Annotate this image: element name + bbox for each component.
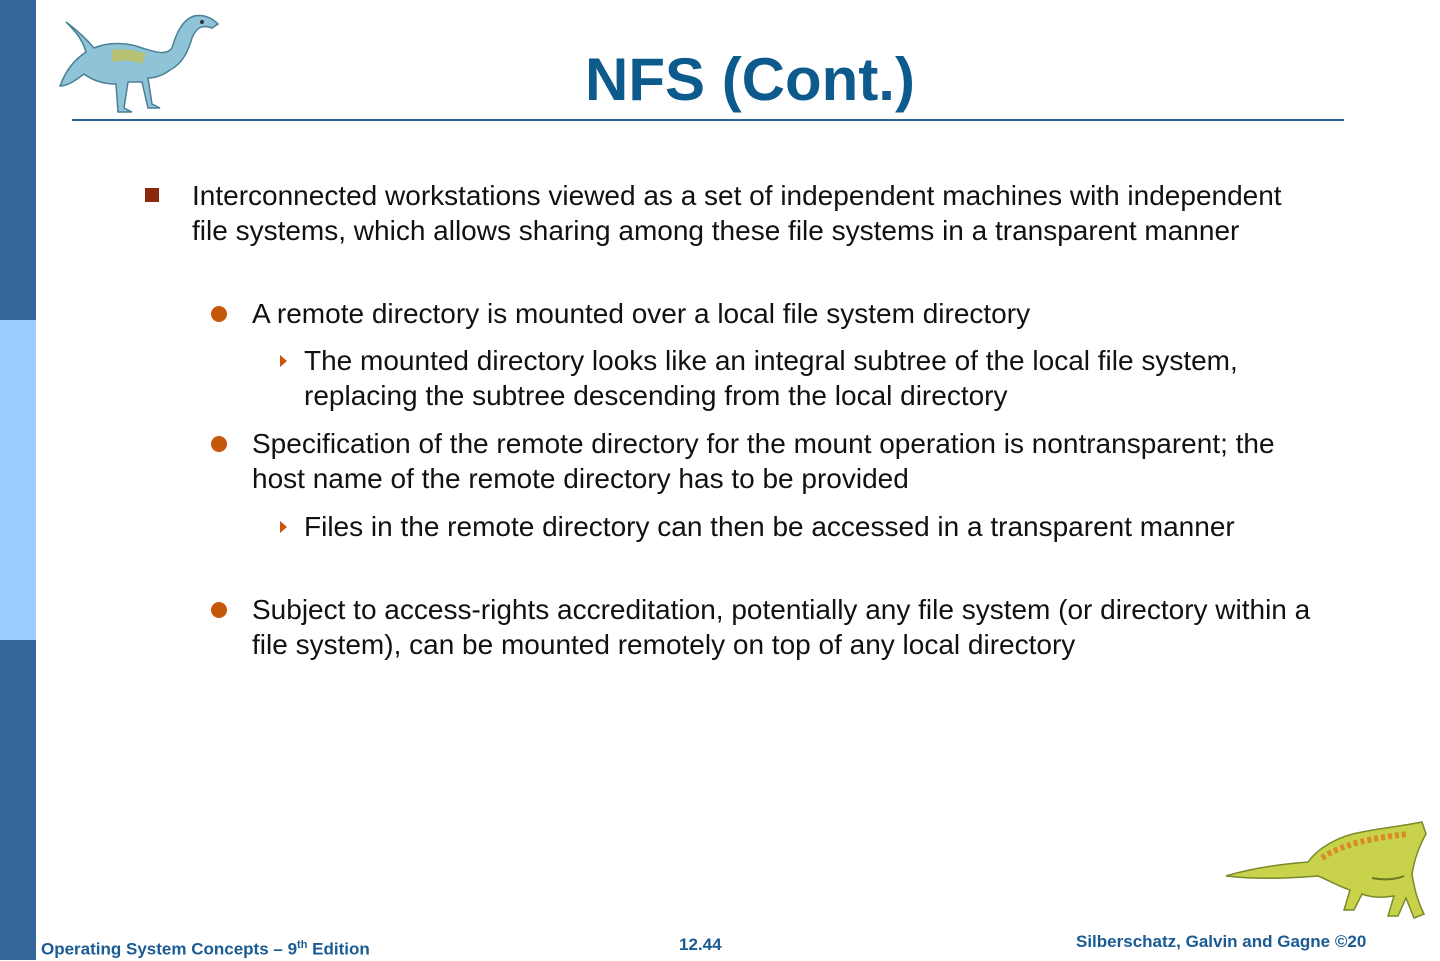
arrow-bullet-icon — [280, 521, 287, 533]
footer-book-suffix: Edition — [307, 939, 370, 959]
bullet-level3-item: The mounted directory looks like an integral subtree of the local file system, replacing the subtree descending from the local directory — [304, 345, 1238, 411]
dot-bullet-icon — [211, 602, 227, 618]
footer-page-number: 12.44 — [679, 935, 722, 954]
arrow-bullet-icon — [280, 355, 287, 367]
square-bullet-icon — [145, 188, 159, 202]
footer-authors: Silberschatz, Galvin and Gagne ©20 — [1076, 932, 1367, 951]
bullet-level3-item: Files in the remote directory can then be accessed in a transparent manner — [304, 511, 1235, 542]
bullet-level2-item: Subject to access-rights accreditation, potentially any file system (or directory within a file system), can be mounted remotely on top of any local directory — [252, 594, 1311, 660]
dot-bullet-icon — [211, 306, 227, 322]
bullet-level2-item: A remote directory is mounted over a local file system directory — [252, 298, 1031, 329]
dot-bullet-icon — [211, 436, 227, 452]
bullet-level2-item: Specification of the remote directory for the mount operation is nontransparent; the host name of the remote directory has to be provided — [252, 428, 1275, 494]
bullet-level1-item: Interconnected workstations viewed as a set of independent machines with independent file systems, which allows sharing among these file systems in a transparent manner — [192, 180, 1282, 246]
slide-title: NFS (Cont.) — [585, 46, 915, 113]
dinosaur-bottom-illustration — [1222, 818, 1432, 928]
footer-book-superscript: th — [297, 939, 308, 951]
footer-book-title — [41, 934, 370, 961]
footer-book-prefix: Operating System Concepts – 9 — [41, 939, 298, 959]
